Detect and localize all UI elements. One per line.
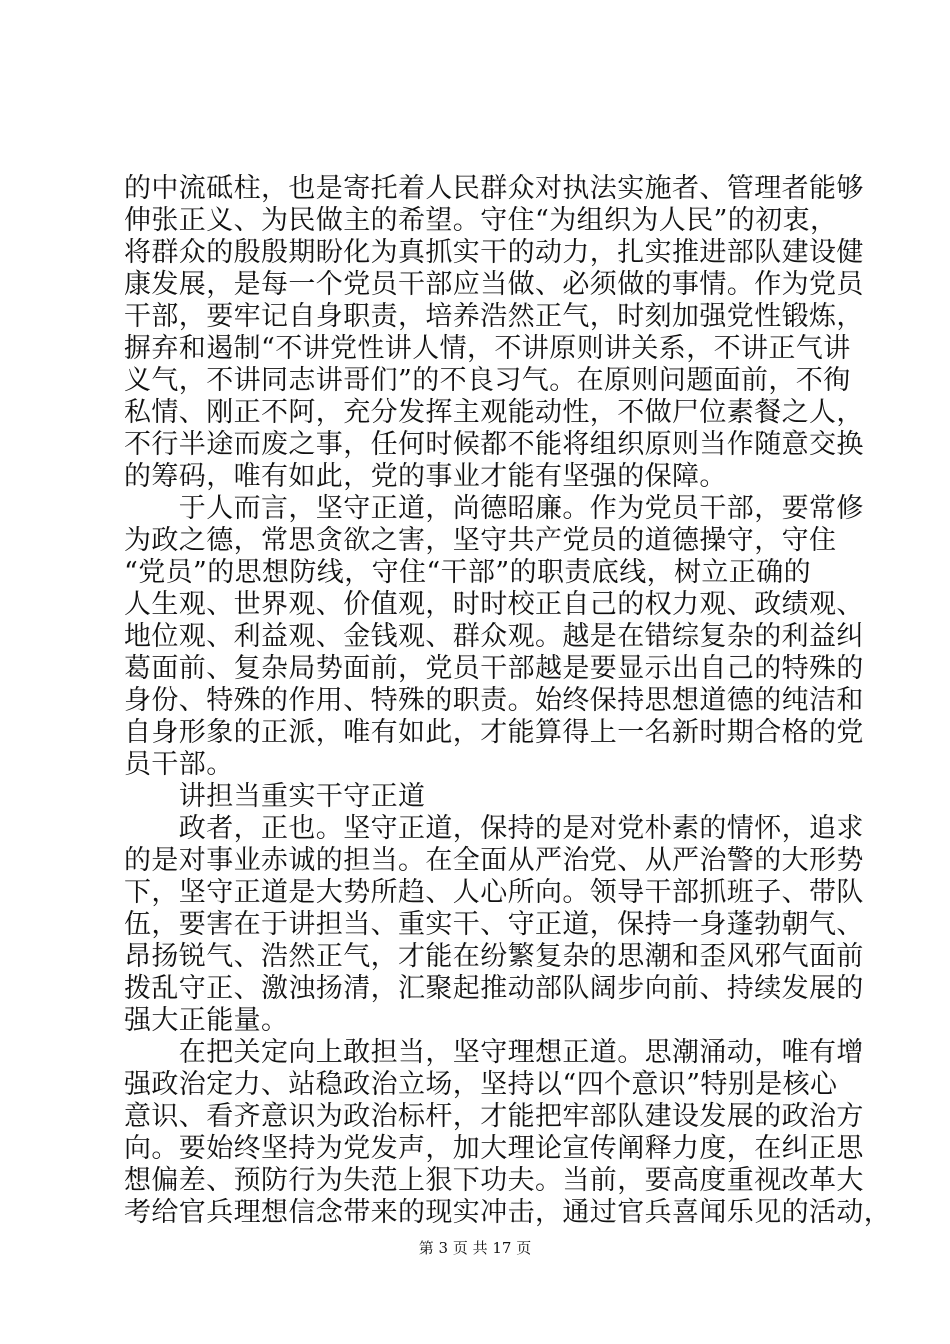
text-line: 想偏差、预防行为失范上狠下功夫。当前，要高度重视改革大 [124,1165,864,1196]
text-line: 伸张正义、为民做主的希望。守住“为组织为人民”的初衷， [124,205,838,236]
text-line: 地位观、利益观、金钱观、群众观。越是在错综复杂的利益纠 [124,621,864,652]
text-line: 的中流砥柱，也是寄托着人民群众对执法实施者、管理者能够 [124,173,864,204]
text-line: 自身形象的正派，唯有如此，才能算得上一名新时期合格的党 [124,717,864,748]
text-line: 的是对事业赤诚的担当。在全面从严治党、从严治警的大形势 [124,845,864,876]
text-line: 于人而言，坚守正道，尚德昭廉。作为党员干部，要常修 [124,493,864,524]
text-line: 将群众的殷殷期盼化为真抓实干的动力，扎实推进部队建设健 [124,237,864,268]
text-line: 葛面前、复杂局势面前，党员干部越是要显示出自己的特殊的 [124,653,864,684]
text-line: 不行半途而废之事，任何时候都不能将组织原则当作随意交换 [124,429,864,460]
text-line: 考给官兵理想信念带来的现实冲击，通过官兵喜闻乐见的活动， [124,1197,892,1228]
text-line: 拨乱守正、激浊扬清，汇聚起推动部队阔步向前、持续发展的 [124,973,864,1004]
text-line: 昂扬锐气、浩然正气，才能在纷繁复杂的思潮和歪风邪气面前 [124,941,864,972]
text-line: 摒弃和遏制“不讲党性讲人情，不讲原则讲关系，不讲正气讲 [124,333,851,364]
text-line: 强大正能量。 [124,1005,289,1036]
text-line: “党员”的思想防线，守住“干部”的职责底线，树立正确的 [124,557,812,588]
text-line: 员干部。 [124,749,234,780]
text-line: 义气，不讲同志讲哥们”的不良习气。在原则问题面前，不徇 [124,365,851,396]
text-line: 向。要始终坚持为党发声，加大理论宣传阐释力度，在纠正思 [124,1133,864,1164]
text-line: 的筹码，唯有如此，党的事业才能有坚强的保障。 [124,461,727,492]
text-line: 身份、特殊的作用、特殊的职责。始终保持思想道德的纯洁和 [124,685,864,716]
text-line: 干部，要牢记自身职责，培养浩然正气，时刻加强党性锻炼， [124,301,864,332]
text-line: 康发展，是每一个党员干部应当做、必须做的事情。作为党员 [124,269,864,300]
text-line: 私情、刚正不阿，充分发挥主观能动性，不做尸位素餐之人， [124,397,864,428]
text-line: 在把关定向上敢担当，坚守理想正道。思潮涌动，唯有增 [124,1037,864,1068]
page-footer: 第 3 页 共 17 页 [418,1239,532,1257]
text-line: 政者，正也。坚守正道，保持的是对党朴素的情怀，追求 [124,813,864,844]
text-line: 为政之德，常思贪欲之害，坚守共产党员的道德操守，守住 [124,525,837,556]
text-line: 人生观、世界观、价值观，时时校正自己的权力观、政绩观、 [124,589,864,620]
text-line: 伍，要害在于讲担当、重实干、守正道，保持一身蓬勃朝气、 [124,909,864,940]
text-line: 强政治定力、站稳政治立场，坚持以“四个意识”特别是核心 [124,1069,838,1100]
section-heading: 讲担当重实干守正道 [124,781,426,812]
text-line: 意识、看齐意识为政治标杆，才能把牢部队建设发展的政治方 [124,1101,864,1132]
text-line: 下，坚守正道是大势所趋、人心所向。领导干部抓班子、带队 [124,877,864,908]
